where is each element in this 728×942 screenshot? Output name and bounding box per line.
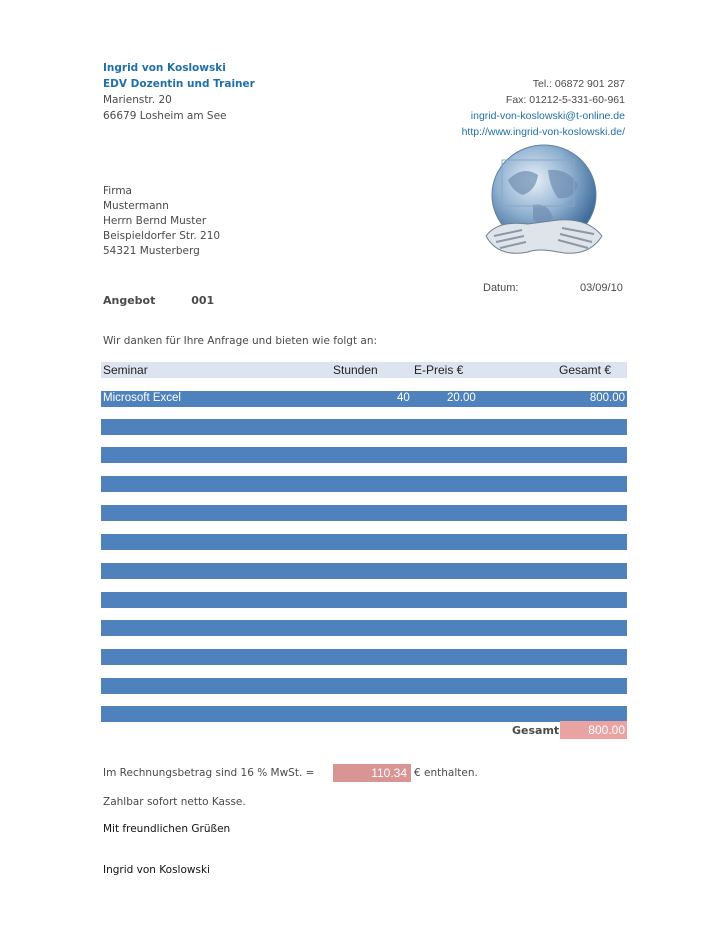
sender-city: 66679 Losheim am See [103,110,227,122]
recipient-line: Firma [103,185,132,197]
vat-amount: 110.34 [371,766,407,780]
table-row-empty [101,447,627,463]
table-row-empty [101,592,627,608]
table-row [101,391,627,407]
offer-label: Angebot [103,294,156,307]
header-gesamt: Gesamt € [559,363,612,377]
sender-block [103,60,255,124]
offer-number: 001 [191,294,215,307]
date-label: Datum: [483,282,519,294]
date-value: 03/09/10 [580,282,623,294]
table-row-empty [101,649,627,665]
cell-stunden: 40 [397,392,410,404]
contact-block [462,76,625,140]
vat-value [333,764,411,782]
closing-greeting: Mit freundlichen Grüßen [103,823,231,835]
contact-web[interactable]: http://www.ingrid-von-koslowski.de/ [461,126,625,138]
sender-street: Marienstr. 20 [103,94,172,106]
cell-seminar: Microsoft Excel [103,392,181,404]
signature-name: Ingrid von Koslowski [103,864,210,876]
offer-title [103,294,214,307]
total-value [560,721,627,739]
header-stunden: Stunden [333,363,378,377]
intro-text: Wir danken für Ihre Anfrage und bieten wie folgt an: [103,335,378,347]
cell-gesamt: 800.00 [589,392,625,404]
contact-fax: Fax: 01212-5-331-60-961 [505,94,625,106]
payment-terms: Zahlbar sofort netto Kasse. [103,796,246,808]
cell-epreis: 20.00 [447,392,476,404]
contact-tel: Tel.: 06872 901 287 [532,78,625,90]
recipient-line: Herrn Bernd Muster [103,215,207,227]
total-label: Gesamt [512,724,560,737]
table-row-empty [101,476,627,492]
sender-name: Ingrid von Koslowski [103,62,226,74]
table-row-empty [101,706,627,722]
header-seminar: Seminar [103,363,148,377]
vat-suffix: € enthalten. [414,767,478,779]
total-amount: 800.00 [588,723,625,737]
table-row-empty [101,419,627,435]
vat-text: Im Rechnungsbetrag sind 16 % MwSt. = [103,767,315,779]
header-epreis: E-Preis € [414,363,464,377]
recipient-line: Beispieldorfer Str. 210 [103,230,221,242]
table-row-empty [101,620,627,636]
recipient-line: 54321 Musterberg [103,245,200,257]
contact-email[interactable]: ingrid-von-koslowski@t-online.de [470,110,625,122]
recipient-line: Mustermann [103,200,169,212]
table-row-empty [101,534,627,550]
table-header [101,362,627,378]
recipient-block [103,184,220,259]
table-row-empty [101,563,627,579]
sender-role: EDV Dozentin und Trainer [103,78,255,90]
table-row-empty [101,505,627,521]
globe-keyboard-icon [478,140,610,270]
table-row-empty [101,678,627,694]
